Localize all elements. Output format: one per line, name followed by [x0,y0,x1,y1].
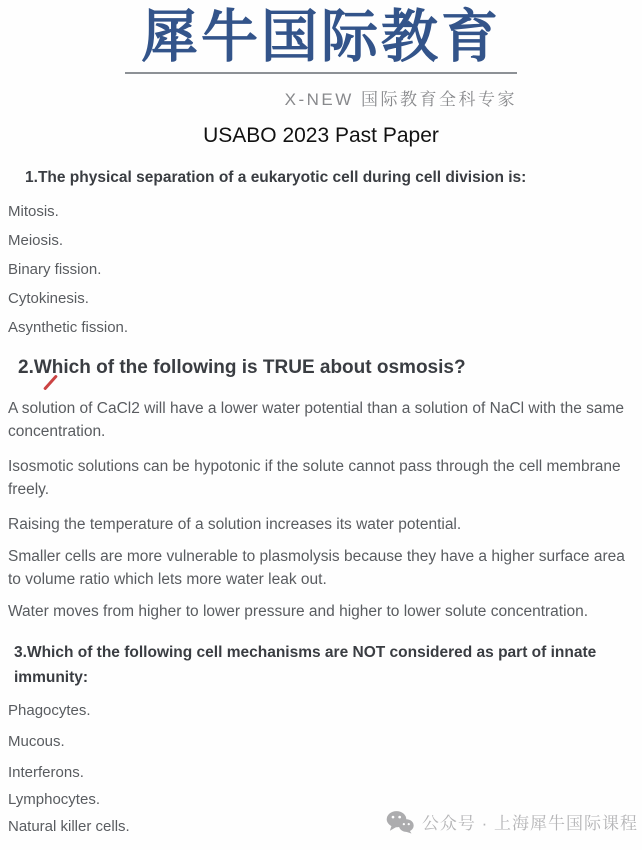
page-title: USABO 2023 Past Paper [203,124,439,147]
question-2-options [0,397,642,623]
answer-option: Interferons. [8,764,84,781]
question-1-heading [0,169,642,187]
logo-text: 犀牛国际教育 [141,5,501,69]
watermark-text: 公众号 · 上海犀牛国际课程 [421,814,638,833]
wechat-icon [386,810,414,834]
answer-option: Water moves from higher to lower pressure and higher to lower solute concentration. [8,603,589,620]
answer-option: Binary fission. [8,261,102,278]
answer-option: A solution of CaCl2 will have a lower water potential than a solution of NaCl with the same concentration. [8,400,625,440]
question-2-text: Which of the following is TRUE about osmosis? [33,357,466,378]
question-2-heading [0,357,642,379]
answer-option: Cytokinesis. [8,290,89,307]
question-1-text: The physical separation of a eukaryotic cell during cell division is: [37,169,527,186]
question-3-text: Which of the following cell mechanisms are NOT considered as part of innate immunity: [14,644,597,686]
question-1 [0,169,642,337]
question-3-heading [0,640,642,690]
question-1-number: 1. [25,169,38,186]
watermark [386,809,638,834]
answer-option: Mucous. [8,733,65,750]
answer-option: Meiosis. [8,232,64,249]
question-3 [0,640,642,836]
question-2 [0,357,642,623]
question-1-options [0,203,642,337]
answer-option: Isosmotic solutions can be hypotonic if the solute cannot pass through the cell membrane freely. [8,458,621,498]
question-3-number: 3. [14,644,27,661]
logo [125,4,517,110]
answer-option: Asynthetic fission. [8,319,129,336]
logo-divider [125,72,517,74]
answer-option: Natural killer cells. [8,818,130,835]
answer-option: Raising the temperature of a solution increases its water potential. [8,516,462,533]
answer-option: Phagocytes. [8,702,91,719]
answer-option: Lymphocytes. [8,791,100,808]
logo-tagline: X-NEW 国际教育全科专家 [284,90,517,109]
answer-option: Mitosis. [8,203,59,220]
answer-option: Smaller cells are more vulnerable to plasmolysis because they have a higher surface area to volume ratio which lets more water leak out. [8,548,625,588]
question-2-number: 2. [18,357,34,378]
